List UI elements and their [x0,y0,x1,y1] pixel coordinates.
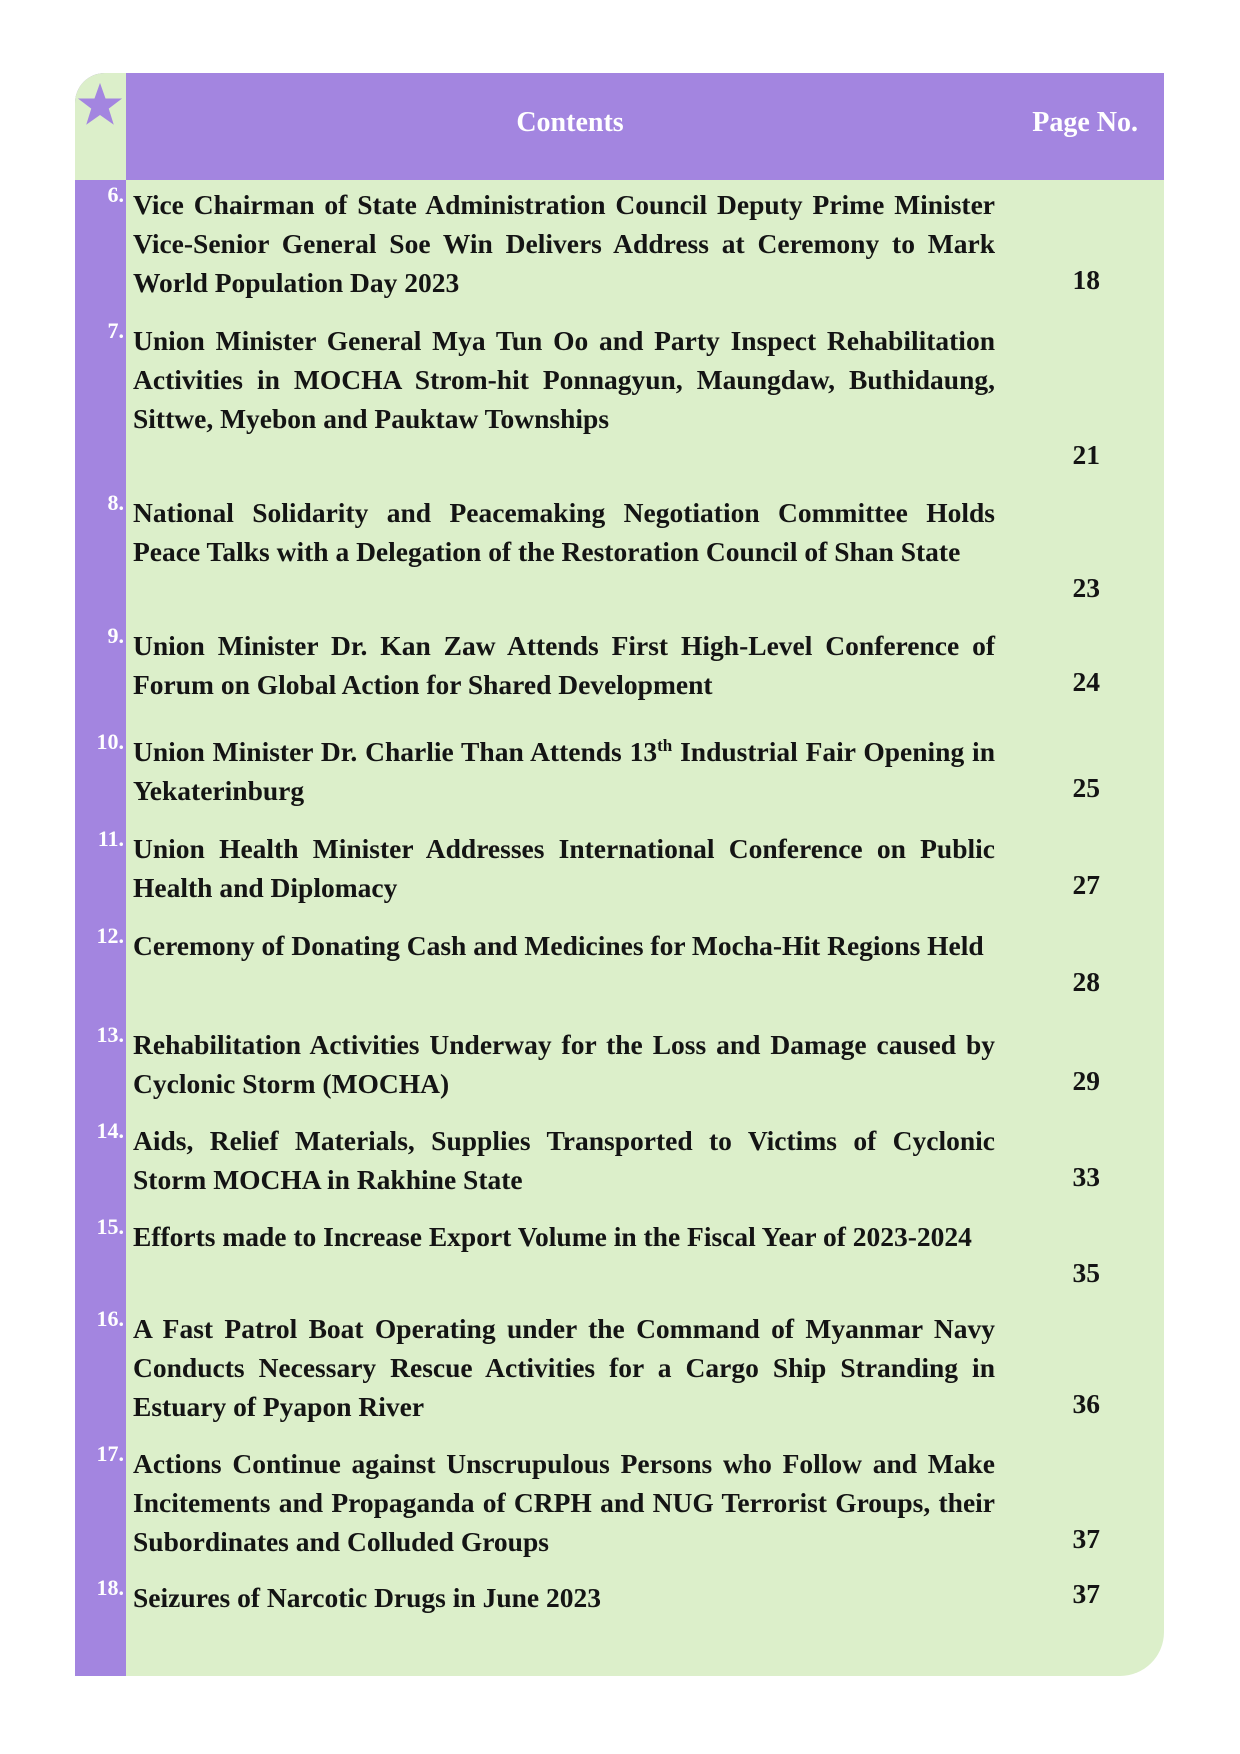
entry-number: 18. [96,1575,124,1600]
entry-number: 10. [96,729,124,754]
entry-page: 23 [1072,572,1100,603]
header-corner [75,73,126,180]
star-icon [77,79,123,129]
contents-header [126,73,1164,180]
entry-number: 7. [107,318,124,343]
entry-title: Union Health Minister Addresses International Conference on Public Health and Diplomacy [133,833,995,903]
entry-number: 17. [96,1441,124,1466]
contents-heading: Contents [516,107,624,138]
page-number-heading: Page No. [1032,107,1138,138]
entry-page: 25 [1072,772,1100,803]
entry-page: 33 [1072,1161,1100,1192]
entry-page: 18 [1072,264,1100,295]
entry-number: 12. [96,923,124,948]
entry-number: 6. [107,182,124,207]
contents-panel [75,73,1164,1676]
entry-page: 29 [1072,1065,1100,1096]
entry-page: 27 [1072,869,1100,900]
entry-number: 16. [96,1306,124,1331]
entry-number: 8. [107,490,124,515]
entry-page: 24 [1072,666,1100,697]
entry-title: Union Minister Dr. Charlie Than Attends 13th Industrial Fair Opening in Yekaterinburg [133,735,995,806]
entry-page: 28 [1072,966,1100,997]
entry-title: A Fast Patrol Boat Operating under the Command of Myanmar Navy Conducts Necessary Rescue Activities for a Cargo Ship Stranding in Estuary of Pyapon River [133,1313,995,1422]
entry-title: Efforts made to Increase Export Volume in the Fiscal Year of 2023-2024 [133,1221,972,1252]
entry-title: Ceremony of Donating Cash and Medicines for Mocha-Hit Regions Held [133,930,984,961]
entry-number: 11. [97,826,124,851]
entry-number: 13. [96,1022,124,1047]
entry-title: Rehabilitation Activities Underway for the Loss and Damage caused by Cyclonic Storm (MOCHA) [133,1029,995,1099]
entry-title: National Solidarity and Peacemaking Negotiation Committee Holds Peace Talks with a Delegation of the Restoration Council of Shan State [133,497,995,567]
entry-page: 37 [1072,1578,1100,1609]
entry-title: Vice Chairman of State Administration Council Deputy Prime Minister Vice-Senior General Soe Win Delivers Address at Ceremony to Mark World Population Day 2023 [133,189,995,298]
entry-number: 14. [96,1118,124,1143]
entry-page: 36 [1072,1388,1100,1419]
entry-title: Seizures of Narcotic Drugs in June 2023 [133,1582,601,1613]
entry-number: 15. [96,1214,124,1239]
number-sidebar [75,73,126,1676]
entry-title: Actions Continue against Unscrupulous Persons who Follow and Make Incitements and Propaganda of CRPH and NUG Terrorist Groups, their Subordinates and Colluded Groups [133,1448,995,1557]
entry-title: Aids, Relief Materials, Supplies Transported to Victims of Cyclonic Storm MOCHA in Rakhine State [133,1125,995,1195]
entry-page: 35 [1072,1257,1100,1288]
entry-page: 21 [1072,439,1100,470]
entry-number: 9. [107,623,124,648]
entry-title: Union Minister Dr. Kan Zaw Attends First High-Level Conference of Forum on Global Action for Shared Development [133,630,995,700]
entry-page: 37 [1072,1523,1100,1554]
entry-title: Union Minister General Mya Tun Oo and Party Inspect Rehabilitation Activities in MOCHA Strom-hit Ponnagyun, Maungdaw, Buthidaung, Sittwe, Myebon and Pauktaw Townships [133,325,995,434]
